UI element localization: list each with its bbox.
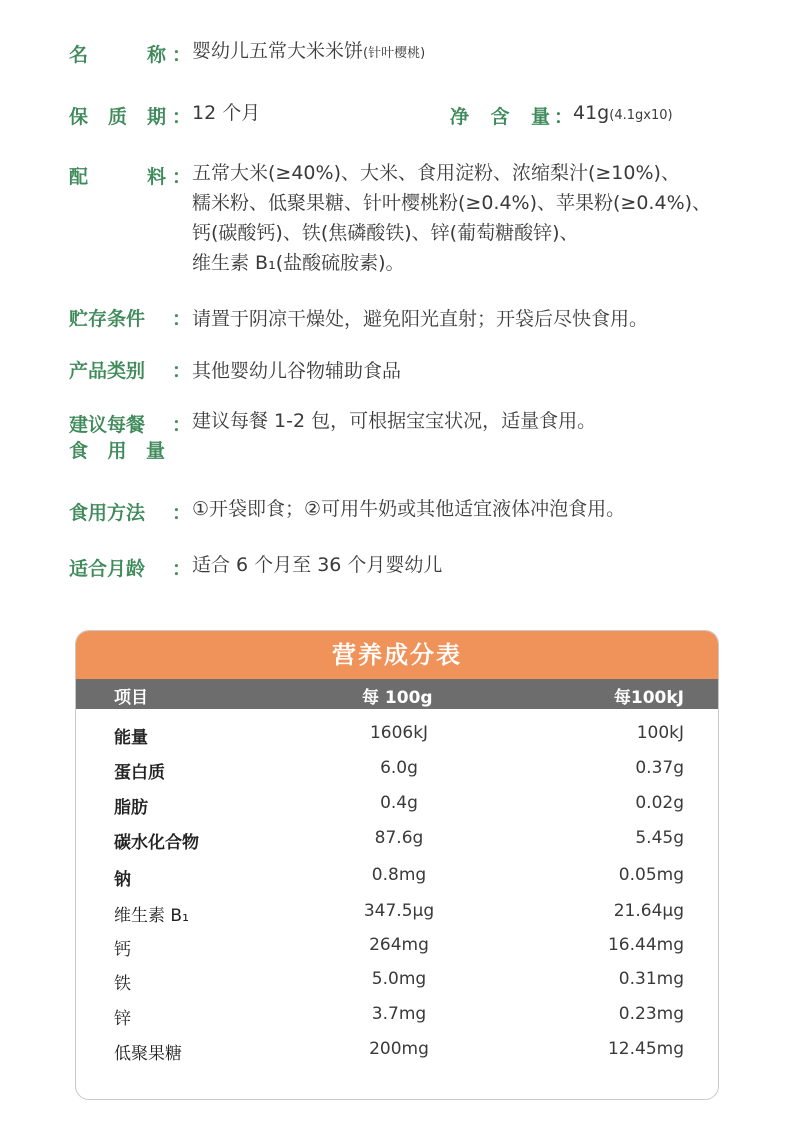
nutrient-name: 维生素 B₁ — [114, 906, 189, 926]
colon: ： — [172, 502, 192, 524]
net-weight-detail: (4.1gx10) — [609, 108, 673, 123]
serving-label-line1: 建议每餐 — [69, 414, 146, 436]
shelf-life-label — [69, 102, 166, 129]
colon: ： — [172, 308, 192, 330]
usage-value: ①开袋即食；②可用牛奶或其他适宜液体冲泡食用。 — [192, 498, 626, 520]
nutrient-name: 铁 — [114, 974, 131, 994]
category-value: 其他婴幼儿谷物辅助食品 — [192, 360, 402, 382]
usage-label: 食用方法 — [69, 502, 146, 524]
value-per-100kj: 0.05mg — [618, 865, 684, 885]
product-name: 婴幼儿五常大米米饼 — [192, 40, 364, 62]
nutrition-header — [76, 679, 718, 709]
ingredients-label-char-2: 料 — [146, 166, 166, 188]
value-per-100kj: 0.23mg — [618, 1004, 684, 1024]
value-per-100kj: 21.64μg — [613, 901, 684, 921]
nutrient-name: 低聚果糖 — [114, 1044, 182, 1064]
name-value — [192, 36, 425, 69]
colon: ： — [172, 44, 192, 66]
net-content-value — [573, 102, 673, 124]
value-per-100kj: 0.02g — [635, 793, 684, 813]
name-label-char-1: 名 — [69, 44, 89, 66]
ingredients-line: 钙(碳酸钙)、铁(焦磷酸铁)、锌(葡萄糖酸锌)、 — [192, 222, 579, 244]
value-per-100kj: 16.44mg — [607, 935, 684, 955]
value-per-100g: 6.0g — [380, 758, 418, 778]
name-label — [69, 40, 166, 67]
value-per-100g: 200mg — [369, 1039, 429, 1059]
nutrient-name: 脂肪 — [114, 798, 148, 818]
ingredients-line: 维生素 B₁(盐酸硫胺素)。 — [192, 252, 405, 274]
net-content-label-char-2: 含 — [490, 106, 510, 128]
product-variant: (针叶樱桃) — [363, 46, 426, 61]
shelf-life-label-char-1: 保 — [69, 106, 89, 128]
nutrition-table — [75, 630, 719, 1100]
serving-label-char-3: 量 — [145, 440, 165, 462]
nutrient-name: 锌 — [114, 1009, 131, 1029]
nutrient-name: 能量 — [114, 728, 148, 748]
shelf-life-value: 12 个月 — [192, 102, 261, 124]
serving-label-char-1: 食 — [69, 440, 89, 462]
ingredients-label-char-1: 配 — [69, 166, 89, 188]
table-row — [76, 901, 718, 935]
value-per-100g: 3.7mg — [371, 1004, 427, 1024]
colon: ： — [172, 558, 192, 580]
nutrition-title: 营养成分表 — [76, 631, 718, 679]
serving-value: 建议每餐 1-2 包，可根据宝宝状况，适量食用。 — [192, 410, 597, 432]
colon: ： — [172, 166, 192, 188]
header-item: 项目 — [114, 688, 148, 708]
table-row — [76, 793, 718, 827]
table-row — [76, 1004, 718, 1038]
header-per-100g: 每 100g — [362, 688, 433, 708]
table-row — [76, 1039, 718, 1073]
net-weight: 41g — [573, 102, 610, 124]
value-per-100g: 264mg — [369, 935, 429, 955]
value-per-100g: 5.0mg — [371, 969, 427, 989]
value-per-100kj: 12.45mg — [607, 1039, 684, 1059]
colon: ： — [554, 106, 574, 128]
table-row — [76, 828, 718, 862]
shelf-life-label-char-2: 质 — [107, 106, 127, 128]
nutrient-name: 碳水化合物 — [114, 833, 199, 853]
ingredients-line: 糯米粉、低聚果糖、针叶樱桃粉(≥0.4%)、苹果粉(≥0.4%)、 — [192, 192, 712, 214]
table-row — [76, 758, 718, 792]
value-per-100kj: 0.37g — [635, 758, 684, 778]
colon: ： — [172, 106, 192, 128]
table-row — [76, 865, 718, 899]
value-per-100g: 0.4g — [380, 793, 418, 813]
ingredients-value — [192, 158, 711, 278]
nutrient-name: 钙 — [114, 940, 131, 960]
nutrient-name: 蛋白质 — [114, 763, 165, 783]
name-label-char-2: 称 — [146, 44, 166, 66]
value-per-100g: 0.8mg — [371, 865, 427, 885]
storage-value: 请置于阴凉干燥处，避免阳光直射；开袋后尽快食用。 — [192, 308, 649, 330]
age-value: 适合 6 个月至 36 个月婴幼儿 — [192, 554, 443, 576]
shelf-life-label-char-3: 期 — [146, 106, 166, 128]
value-per-100kj: 5.45g — [635, 828, 684, 848]
ingredients-label — [69, 162, 166, 189]
age-label: 适合月龄 — [69, 558, 146, 580]
ingredients-line: 五常大米(≥40%)、大米、食用淀粉、浓缩梨汁(≥10%)、 — [192, 162, 680, 184]
serving-label-char-2: 用 — [107, 440, 127, 462]
net-content-label-char-1: 净 — [450, 106, 470, 128]
colon: ： — [172, 414, 192, 436]
value-per-100g: 87.6g — [374, 828, 424, 848]
colon: ： — [172, 360, 192, 382]
net-content-label-char-3: 量 — [530, 106, 550, 128]
value-per-100kj: 0.31mg — [618, 969, 684, 989]
table-row — [76, 723, 718, 757]
storage-label: 贮存条件 — [69, 308, 146, 330]
category-label: 产品类别 — [69, 360, 146, 382]
nutrient-name: 钠 — [114, 870, 131, 890]
value-per-100g: 347.5μg — [363, 901, 435, 921]
serving-label-line2 — [69, 436, 165, 463]
table-row — [76, 935, 718, 969]
value-per-100kj: 100kJ — [636, 723, 684, 743]
header-per-100kj: 每100kJ — [613, 688, 684, 708]
table-row — [76, 969, 718, 1003]
net-content-label — [450, 102, 550, 129]
value-per-100g: 1606kJ — [369, 723, 429, 743]
